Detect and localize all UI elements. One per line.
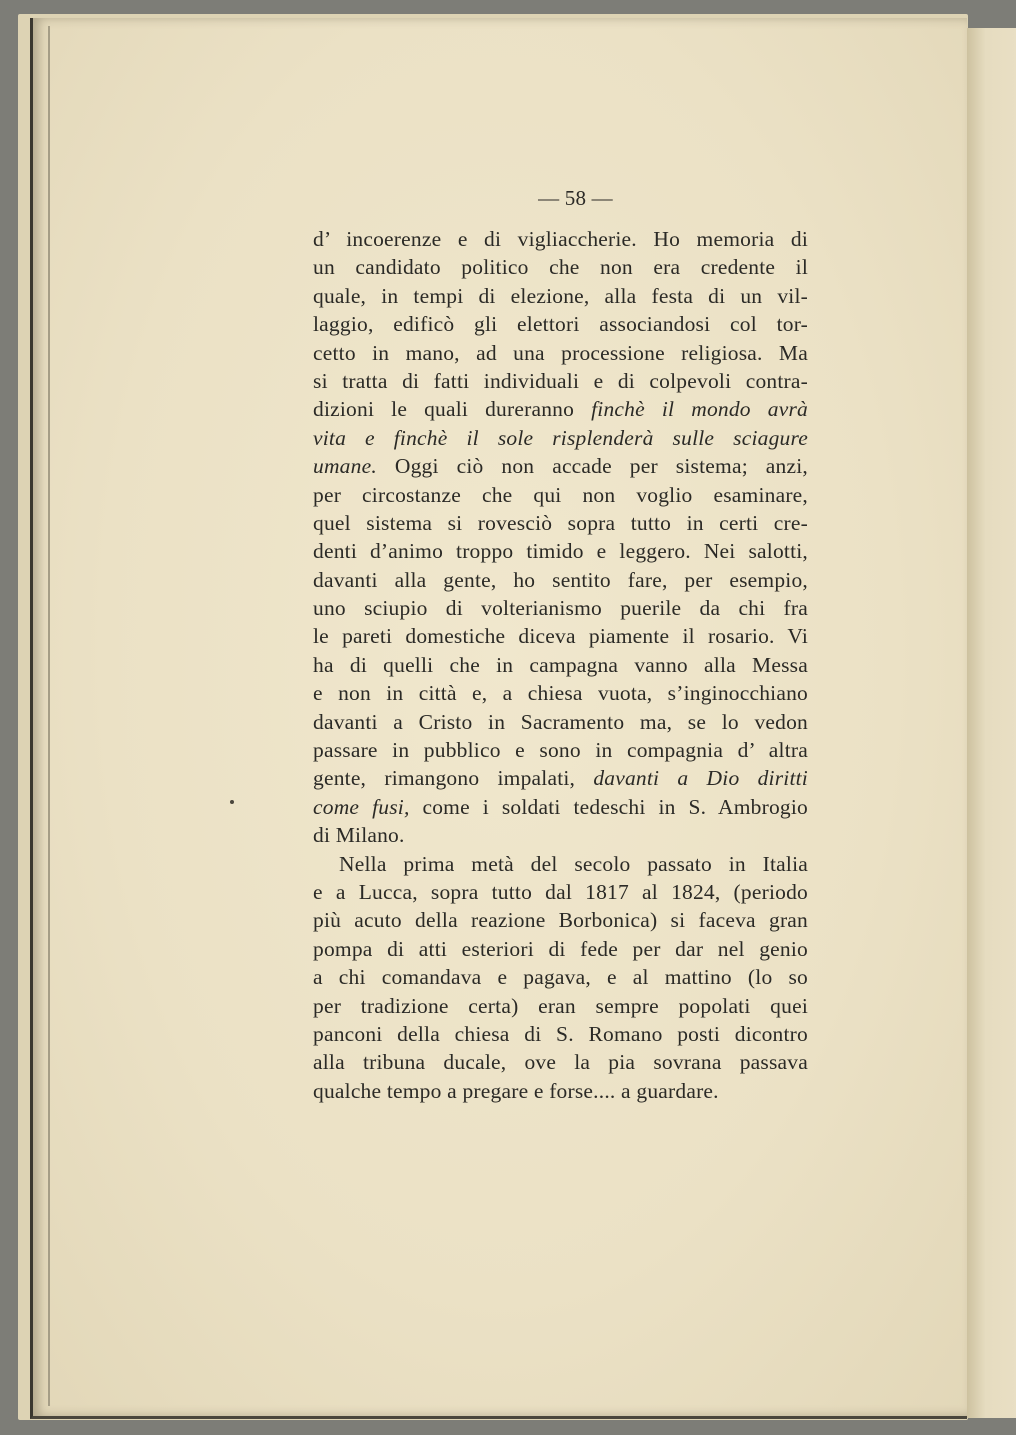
text-line	[313, 850, 808, 878]
text-segment: d’ incoerenze e di vigliaccherie. Ho memoria di	[313, 227, 808, 251]
page-gutter	[48, 26, 50, 1406]
text-segment: e non in città e, a chiesa vuota, s’inginocchiano	[313, 681, 808, 706]
text-segment: alla tribuna ducale, ove la pia sovrana passava	[313, 1050, 808, 1075]
text-line	[313, 424, 808, 452]
page-number: — 58 —	[538, 186, 613, 210]
text-line	[313, 225, 808, 253]
text-segment: davanti a Cristo in Sacramento ma, se lo vedon	[313, 709, 808, 734]
text-segment: qualche tempo a pregare e forse.... a guardare.	[313, 1078, 719, 1103]
text-segment: Oggi ciò non accade per sistema; anzi,	[376, 454, 808, 479]
text-line	[313, 764, 808, 792]
text-line	[313, 679, 808, 707]
italic-text: vita e finchè il sole risplenderà sulle sciagure	[313, 425, 808, 450]
text-line	[313, 1048, 808, 1076]
text-line	[313, 481, 808, 509]
text-line	[313, 395, 808, 423]
text-segment: quel sistema si rovesciò sopra tutto in certi cre-	[313, 510, 808, 535]
facing-page-edge	[962, 28, 1016, 1418]
text-segment: più acuto della reazione Borbonica) si faceva gran	[313, 908, 808, 933]
italic-text: come fusi,	[313, 794, 410, 819]
text-line	[313, 622, 808, 650]
text-segment: per tradizione certa) eran sempre popolati quei	[313, 993, 808, 1018]
text-line	[313, 651, 808, 679]
text-segment: come i soldati tedeschi in S. Ambrogio	[409, 794, 808, 819]
text-segment: Nella prima metà del secolo passato in Italia	[339, 851, 808, 876]
text-segment: dizioni le quali dureranno	[313, 397, 592, 422]
text-line	[313, 736, 808, 764]
text-segment: per circostanze che qui non voglio esaminare,	[313, 482, 808, 507]
text-lines	[313, 225, 808, 1105]
text-segment: si tratta di fatti individuali e di colpevoli contra-	[313, 368, 808, 393]
text-line	[313, 566, 808, 594]
italic-text: finchè il mondo avrà	[591, 397, 808, 422]
text-segment: passare in pubblico e sono in compagnia d’ altra	[313, 738, 808, 763]
text-line	[313, 452, 808, 480]
text-line	[313, 282, 808, 310]
text-line	[313, 367, 808, 395]
text-line	[313, 708, 808, 736]
text-line	[313, 878, 808, 906]
text-segment: di Milano.	[313, 823, 405, 848]
paper-speck	[230, 800, 234, 804]
text-segment: uno sciupio di volterianismo puerile da chi fra	[313, 596, 808, 621]
text-segment: a chi comandava e pagava, e al mattino (lo so	[313, 965, 808, 990]
text-line	[313, 963, 808, 991]
text-line	[313, 509, 808, 537]
text-segment: davanti alla gente, ho sentito fare, per esempio,	[313, 567, 808, 592]
text-line	[313, 594, 808, 622]
text-segment: gente, rimangono impalati,	[313, 766, 594, 791]
italic-text: umane.	[313, 454, 377, 479]
italic-text: davanti a Dio diritti	[593, 766, 808, 791]
text-line	[313, 1077, 808, 1105]
text-line	[313, 339, 808, 367]
text-line	[313, 253, 808, 281]
text-line	[313, 537, 808, 565]
text-line	[313, 992, 808, 1020]
text-line	[313, 1020, 808, 1048]
text-segment: ha di quelli che in campagna vanno alla Messa	[313, 652, 808, 677]
text-line	[313, 821, 808, 849]
text-segment: un candidato politico che non era credente il	[313, 255, 808, 280]
text-segment: pompa di atti esteriori di fede per dar nel genio	[313, 936, 808, 961]
text-line	[313, 310, 808, 338]
text-line	[313, 793, 808, 821]
text-line	[313, 906, 808, 934]
text-segment: laggio, edificò gli elettori associandosi col tor-	[313, 312, 808, 337]
text-segment: quale, in tempi di elezione, alla festa di un vil-	[313, 283, 808, 308]
page-text	[313, 183, 808, 1105]
text-segment: cetto in mano, ad una processione religiosa. Ma	[313, 340, 808, 365]
text-segment: denti d’animo troppo timido e leggero. Nei salotti,	[313, 539, 808, 564]
text-line	[313, 935, 808, 963]
text-segment: le pareti domestiche diceva piamente il rosario. Vi	[313, 624, 808, 649]
text-segment: e a Lucca, sopra tutto dal 1817 al 1824, (periodo	[313, 879, 808, 904]
text-segment: panconi della chiesa di S. Romano posti dicontro	[313, 1021, 808, 1046]
